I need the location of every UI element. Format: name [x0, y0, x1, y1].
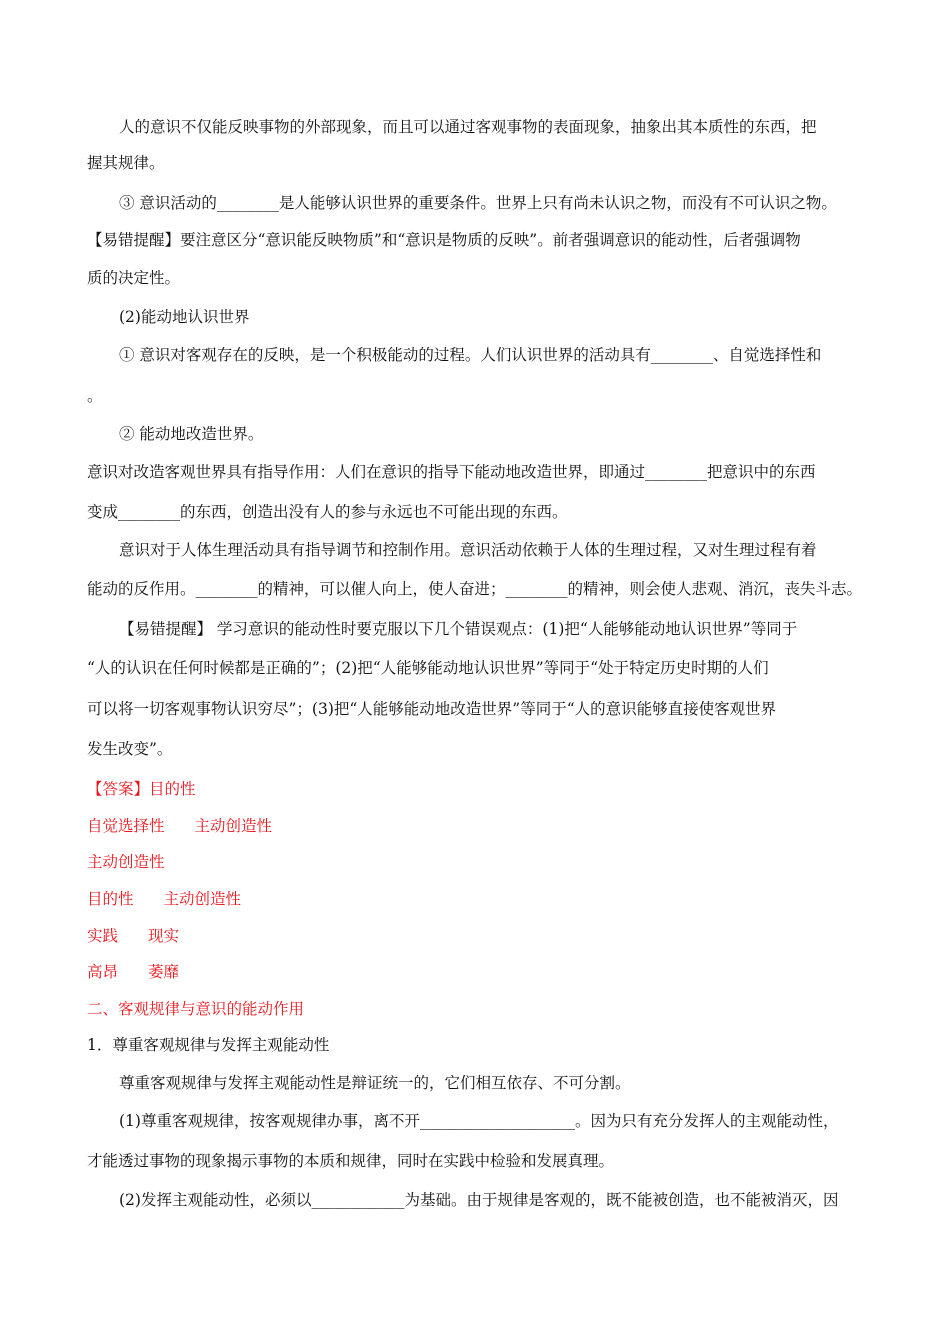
error-reminder-line: 质的决定性。 [87, 269, 181, 287]
paragraph-line: (1)尊重客观规律，按客观规律办事，离不开____________________。因为只有充分发挥人的主观能动性， [119, 1112, 839, 1130]
paragraph-line: ① 意识对客观存在的反映，是一个积极能动的过程。人们认识世界的活动具有________、自觉选择性和 [119, 346, 822, 364]
answer-item: 高昂 [87, 963, 119, 981]
answer-item: 目的性 [87, 890, 134, 908]
answer-line [87, 888, 241, 910]
answer-line: 【答案】目的性 [87, 780, 196, 798]
paragraph-line: 意识对改造客观世界具有指导作用：人们在意识的指导下能动地改造世界，即通过________把意识中的东西 [87, 463, 816, 481]
answer-item: 现实 [148, 927, 180, 945]
error-reminder-line: 【易错提醒】要注意区分“意识能反映物质”和“意识是物质的反映”。前者强调意识的能动性，后者强调物 [87, 231, 801, 249]
paragraph-line: 尊重客观规律与发挥主观能动性是辩证统一的，它们相互依存、不可分割。 [119, 1074, 631, 1092]
paragraph-line: (2)发挥主观能动性，必须以____________为基础。由于规律是客观的，既不能被创造，也不能被消灭，因 [119, 1191, 839, 1209]
paragraph-line: ② 能动地改造世界。 [119, 425, 264, 443]
answer-line [87, 925, 179, 947]
error-reminder-line: 【易错提醒】 学习意识的能动性时要克服以下几个错误观点：(1)把“人能够能动地认识世界”等同于 [119, 620, 798, 638]
subheading: (2)能动地认识世界 [119, 308, 250, 326]
paragraph-line: 意识对于人体生理活动具有指导调节和控制作用。意识活动依赖于人体的生理过程，又对生理过程有着 [119, 541, 817, 559]
answer-line [87, 961, 179, 983]
answer-line [87, 815, 272, 837]
answer-line: 主动创造性 [87, 853, 165, 871]
paragraph-line: ③ 意识活动的________是人能够认识世界的重要条件。世界上只有尚未认识之物，而没有不可认识之物。 [119, 194, 837, 212]
section-heading: 二、客观规律与意识的能动作用 [87, 1000, 305, 1018]
paragraph-line: 才能透过事物的现象揭示事物的本质和规律，同时在实践中检验和发展真理。 [87, 1152, 615, 1170]
answer-item: 主动创造性 [194, 817, 273, 835]
subheading: 1．尊重客观规律与发挥主观能动性 [87, 1036, 330, 1054]
paragraph-line: 变成________的东西，创造出没有人的参与永远也不可能出现的东西。 [87, 503, 568, 521]
answer-item: 自觉选择性 [87, 817, 165, 835]
paragraph-line: 握其规律。 [87, 154, 165, 172]
error-reminder-line: 可以将一切客观事物认识穷尽”；(3)把“人能够能动地改造世界”等同于“人的意识能够直接使客观世界 [87, 700, 777, 718]
answer-item: 萎靡 [148, 963, 180, 981]
answer-item: 主动创造性 [163, 890, 242, 908]
error-reminder-line: “人的认识在任何时候都是正确的”；(2)把“人能够能动地认识世界”等同于“处于特定历史时期的人们 [87, 659, 769, 677]
error-reminder-line: 发生改变”。 [87, 740, 173, 758]
paragraph-line: 能动的反作用。________的精神，可以催人向上，使人奋进；________的精神，则会使人悲观、消沉，丧失斗志。 [87, 580, 863, 598]
answer-item: 实践 [87, 927, 119, 945]
paragraph-line: 。 [87, 387, 103, 405]
paragraph-line: 人的意识不仅能反映事物的外部现象，而且可以通过客观事物的表面现象，抽象出其本质性的东西，把 [119, 118, 817, 136]
